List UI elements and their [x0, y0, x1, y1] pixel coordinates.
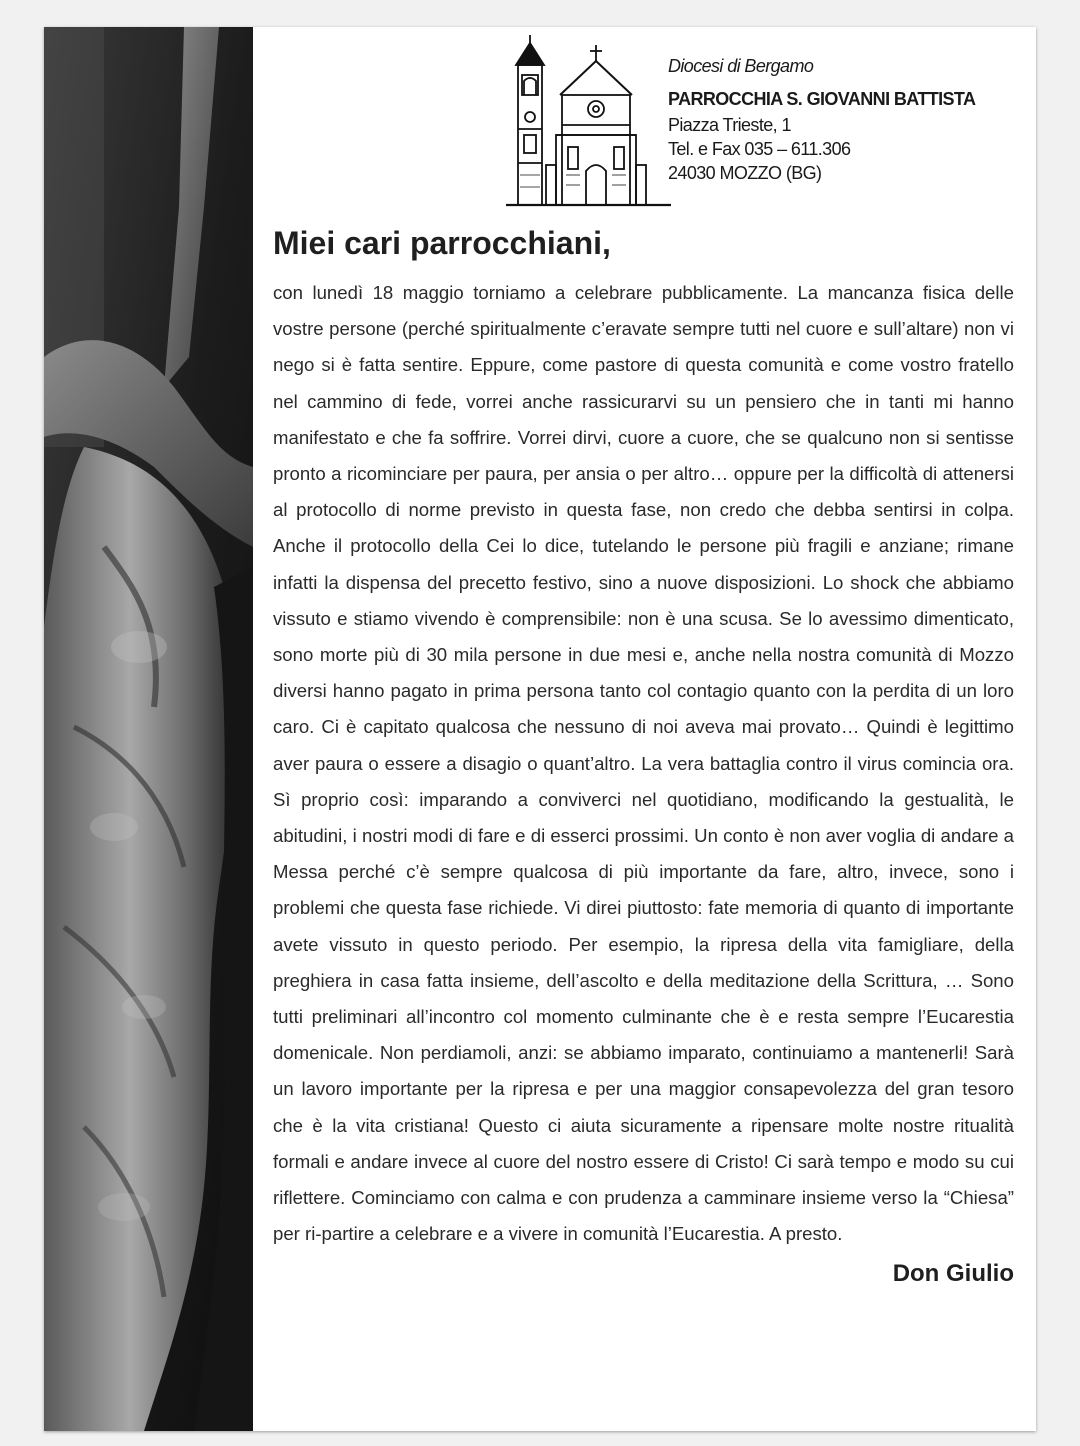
letter-greeting: Miei cari parrocchiani,	[273, 225, 611, 261]
parish-name: PARROCCHIA S. GIOVANNI BATTISTA	[668, 89, 976, 109]
parish-letterhead	[506, 35, 1026, 215]
diocese-name: Diocesi di Bergamo	[668, 56, 814, 76]
parish-info	[668, 51, 975, 185]
parish-city: 24030 MOZZO (BG)	[668, 163, 822, 183]
parish-address: Piazza Trieste, 1	[668, 115, 791, 135]
sculpture-photo-strip	[44, 27, 253, 1431]
letter-page	[44, 27, 1036, 1431]
letter-content	[273, 217, 1014, 1288]
letter-signature: Don Giulio	[892, 1260, 1014, 1288]
church-bell-tower-icon	[506, 35, 671, 213]
sculpture-image	[44, 27, 253, 1431]
letter-body: con lunedì 18 maggio torniamo a celebrare pubblicamente. La mancanza fisica delle vostre persone (perché spiritualmente c’eravate sempre tutti nel cuore e sull’altare) non vi nego si è fatta sentire. Eppure, come pastore di questa comunità e come vostro fratello nel cammino di fede, vorrei anche rassicurarvi su un pensiero che in tanti mi hanno manifestato e che fa soffrire. Vorrei dirvi, cuore a cuore, che se qualcuno non si sentisse pronto a ricominciare per paura, per ansia o per altro… oppure per la difficoltà di attenersi al protocollo di norme previsto in questa fase, non credo che debba sentirsi in colpa. Anche il protocollo della Cei lo dice, tutelando le persone più fragili e anziane; rimane infatti la dispensa del precetto festivo, sino a nuove disposizioni. Lo shock che abbiamo vissuto e stiamo vivendo è comprensibile: non è una scusa. Se lo avessimo dimenticato, sono morte più di 30 mila persone in due mesi e, anche nella nostra comunità di Mozzo diversi hanno pagato in prima persona tanto col contagio quanto con la perdita di un loro caro. Ci è capitato qualcosa che nessuno di noi aveva mai provato… Quindi è legittimo aver paura o essere a disagio o quant’altro. La vera battaglia contro il virus comincia ora. Sì proprio così: imparando a conviverci nel quotidiano, modificando la gestualità, le abitudini, i nostri modi di fare e di esserci prossimi. Un conto è non aver voglia di andare a Messa perché c’è sempre qualcosa di più importante da fare, altro, invece, sono i problemi che questa fase richiede. Vi direi piuttosto: fate memoria di quanto di importante avete vissuto in questo periodo. Per esempio, la ripresa della vita famigliare, della preghiera in casa fatta insieme, dell’ascolto e della meditazione della Scrittura, … Sono tutti preliminari all’incontro col momento culminante che è e resta sempre l’Eucarestia domenicale. Non perdiamoli, anzi: se abbiamo imparato, continuiamo a mantenerli! Sarà un lavoro importante per la ripresa e per una maggior consapevolezza del gran tesoro che è la vita cristiana! Questo ci aiuta sicuramente a ripensare molte nostre ritualità formali e andare invece al cuore del nostro essere di Cristo! Ci sarà tempo e modo su cui riflettere. Cominciamo con calma e con prudenza a camminare insieme verso la “Chiesa” per ri-partire a celebrare e a vivere in comunità l’Eucarestia. A presto.	[273, 282, 1014, 1245]
parish-phone: Tel. e Fax 035 – 611.306	[668, 139, 851, 159]
